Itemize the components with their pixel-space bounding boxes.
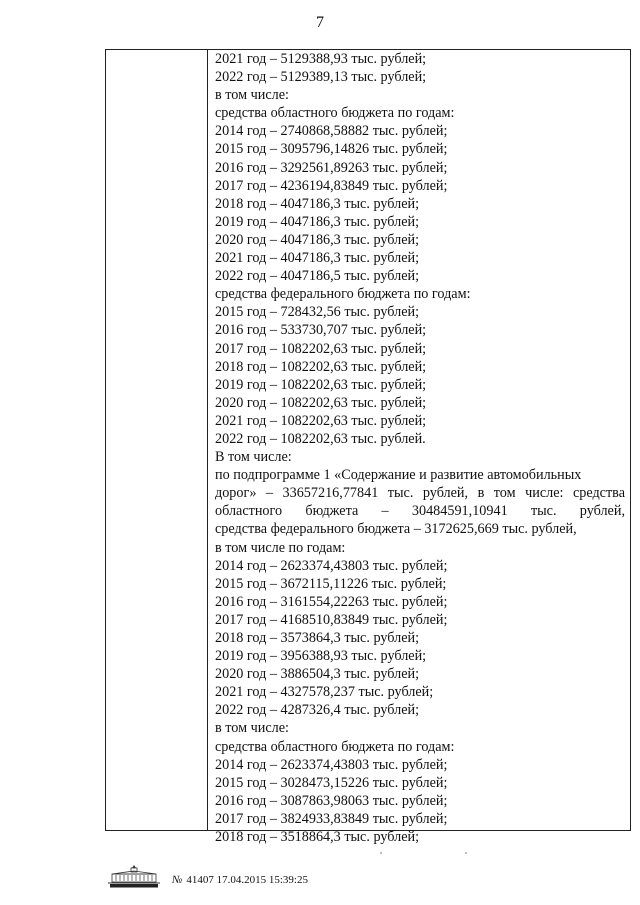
text-line: 2020 год – 1082202,63 тыс. рублей;: [215, 394, 427, 411]
text-line: 2018 год – 1082202,63 тыс. рублей;: [215, 358, 427, 375]
stamp-text: 41407 17.04.2015 15:39:25: [186, 874, 308, 886]
text-line: дорог» – 33657216,77841 тыс. рублей, в том числе: средства: [215, 485, 625, 502]
document-footer: [104, 862, 308, 888]
table-right-cell: [215, 50, 625, 846]
text-line: 2014 год – 2623374,43803 тыс. рублей;: [215, 756, 448, 773]
scan-speck: [380, 852, 382, 854]
text-line: 2016 год – 3161554,22263 тыс. рублей;: [215, 593, 448, 610]
text-line: 2015 год – 3672115,11226 тыс. рублей;: [215, 575, 447, 592]
government-building-logo: [104, 862, 164, 888]
text-line: 2019 год – 1082202,63 тыс. рублей;: [215, 376, 427, 393]
text-line: 2021 год – 4047186,3 тыс. рублей;: [215, 250, 420, 267]
text-line: 2020 год – 3886504,3 тыс. рублей;: [215, 666, 420, 683]
text-line: 2015 год – 728432,56 тыс. рублей;: [215, 304, 420, 321]
text-line: 2022 год – 4047186,5 тыс. рублей;: [215, 268, 420, 285]
text-line: в том числе:: [215, 87, 289, 104]
text-line: 2021 год – 4327578,237 тыс. рублей;: [215, 684, 434, 701]
text-line: средства федерального бюджета по годам:: [215, 286, 471, 303]
text-line: 2020 год – 4047186,3 тыс. рублей;: [215, 231, 420, 248]
text-line: 2021 год – 1082202,63 тыс. рублей;: [215, 412, 427, 429]
text-line: 2022 год – 5129389,13 тыс. рублей;: [215, 69, 427, 86]
text-line: В том числе:: [215, 449, 292, 466]
text-line: 2017 год – 4168510,83849 тыс. рублей;: [215, 611, 448, 628]
text-line: 2017 год – 4236194,83849 тыс. рублей;: [215, 177, 448, 194]
text-line: средства федерального бюджета – 3172625,669 тыс. рублей,: [215, 521, 577, 538]
text-line: 2014 год – 2740868,58882 тыс. рублей;: [215, 123, 448, 140]
text-line: 2018 год – 3573864,3 тыс. рублей;: [215, 630, 420, 646]
text-line: 2019 год – 4047186,3 тыс. рублей;: [215, 213, 420, 230]
text-line: областного бюджета – 30484591,10941 тыс. рублей,: [215, 503, 625, 520]
text-line: 2016 год – 3292561,89263 тыс. рублей;: [215, 159, 448, 176]
page-number: 7: [316, 14, 324, 31]
scan-speck: [465, 852, 467, 854]
text-line: 2022 год – 1082202,63 тыс. рублей.: [215, 430, 426, 447]
text-line: 2015 год – 3028473,15226 тыс. рублей;: [215, 774, 448, 791]
text-line: 2022 год – 4287326,4 тыс. рублей;: [215, 702, 420, 719]
text-line: 2017 год – 3824933,83849 тыс. рублей;: [215, 810, 448, 827]
text-line: в том числе:: [215, 720, 289, 737]
number-sign: №: [172, 874, 183, 886]
text-line: 2016 год – 3087863,98063 тыс. рублей;: [215, 792, 448, 809]
table-column-divider: [207, 49, 208, 831]
text-line: средства областного бюджета по годам:: [215, 105, 455, 122]
text-line: 2018 год – 3518864,3 тыс. рублей;: [215, 829, 420, 846]
text-line: по подпрограмме 1 «Содержание и развитие автомобильных: [215, 467, 582, 484]
text-line: 2017 год – 1082202,63 тыс. рублей;: [215, 340, 427, 357]
text-line: 2019 год – 3956388,93 тыс. рублей;: [215, 648, 427, 665]
text-line: 2018 год – 4047186,3 тыс. рублей;: [215, 195, 420, 212]
text-line: 2015 год – 3095796,14826 тыс. рублей;: [215, 141, 448, 158]
text-line: в том числе по годам:: [215, 539, 346, 556]
text-line: 2014 год – 2623374,43803 тыс. рублей;: [215, 557, 448, 574]
text-line: средства областного бюджета по годам:: [215, 738, 455, 755]
text-line: 2021 год – 5129388,93 тыс. рублей;: [215, 51, 427, 67]
text-line: 2016 год – 533730,707 тыс. рублей;: [215, 322, 427, 339]
registration-stamp: [172, 874, 308, 888]
